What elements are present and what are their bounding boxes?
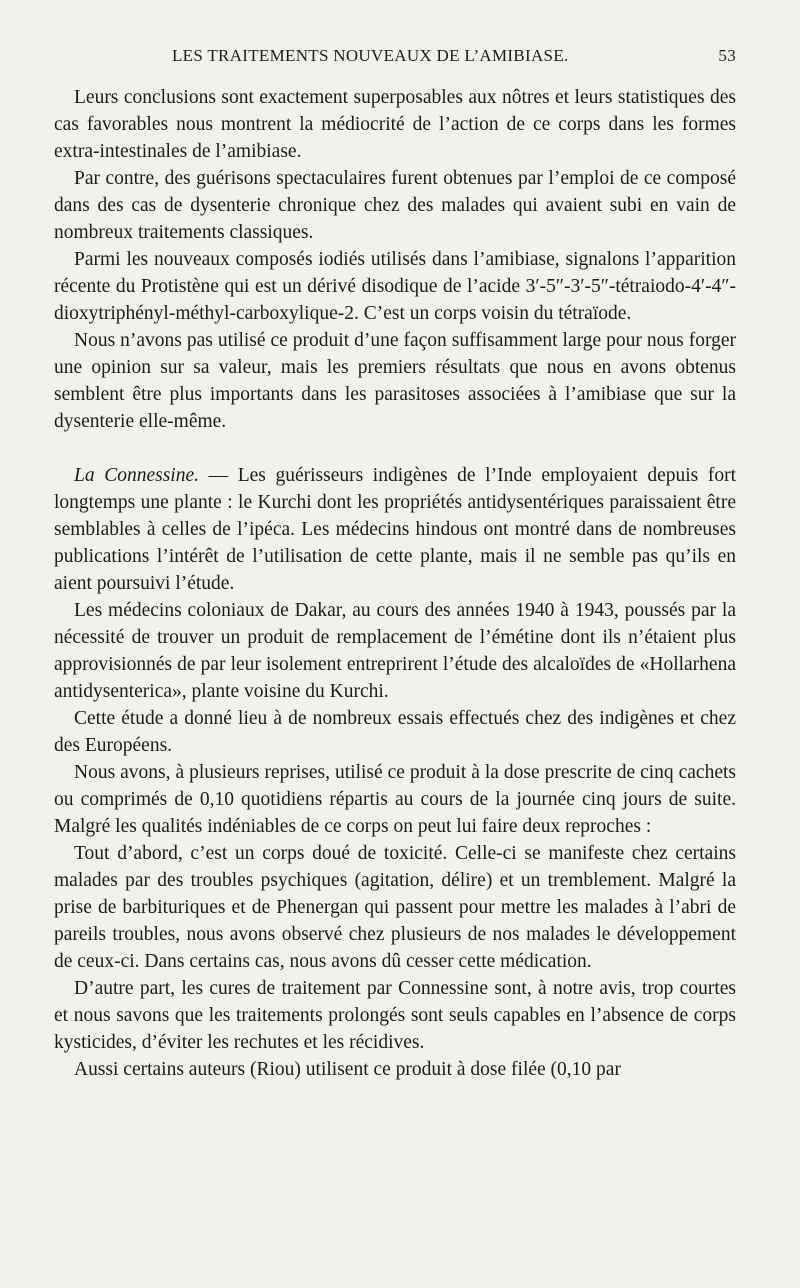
paragraph: D’autre part, les cures de traitement par Connessine sont, à notre avis, trop courtes et nous savons que les traitements prolongés sont seuls capables en l’absence de corps kysticides, d’éviter les rechutes et les récidives. xyxy=(54,978,736,1053)
running-title: LES TRAITEMENTS NOUVEAUX DE L’AMIBIASE. xyxy=(172,46,569,65)
paragraph: Cette étude a donné lieu à de nombreux essais effectués chez des indigènes et chez des Européens. xyxy=(54,708,736,756)
paragraph: Tout d’abord, c’est un corps doué de toxicité. Celle-ci se manifeste chez certains malades par des troubles psychiques (agitation, délire) et un tremblement. Malgré la prise de barbituriques et de Phenergan qui passent pour mettre les malades à l’abri de pareils troubles, nous avons observé chez plusieurs de nos malades le développement de ceux-ci. Dans certains cas, nous avons dû cesser cette médication. xyxy=(54,843,736,972)
paragraph: Parmi les nouveaux composés iodiés utilisés dans l’amibiase, signalons l’apparition récente du Protistène qui est un dérivé disodique de l’acide 3′-5″-3′-5″-tétraiodo-4′-4″-dioxytriphényl-méthyl-carboxylique-2. C’est un corps voisin du tétraïode. xyxy=(54,249,736,324)
connessine-paragraph xyxy=(54,462,736,597)
running-header xyxy=(172,46,736,66)
paragraph: Par contre, des guérisons spectaculaires furent obtenues par l’emploi de ce composé dans des cas de dysenterie chronique chez des malades qui avaient subi en vain de nombreux traitements classiques. xyxy=(54,168,736,243)
section-title: La Connessine. xyxy=(74,465,199,486)
paragraph: Aussi certains auteurs (Riou) utilisent ce produit à dose filée (0,10 par xyxy=(74,1059,621,1080)
paragraph: Nous avons, à plusieurs reprises, utilisé ce produit à la dose prescrite de cinq cachets ou comprimés de 0,10 quotidiens répartis au cours de la journée cinq jours de suite. Malgré les qualités indéniables de ce corps on peut lui faire deux reproches : xyxy=(54,762,736,837)
paragraph: Nous n’avons pas utilisé ce produit d’une façon suffisamment large pour nous forger une opinion sur sa valeur, mais les premiers résultats que nous en avons obtenus semblent être plus importants dans les parasitoses associées à l’amibiase que sur la dysenterie elle-même. xyxy=(54,330,736,432)
paragraph: Les médecins coloniaux de Dakar, au cours des années 1940 à 1943, poussés par la nécessité de trouver un produit de remplacement de l’émétine dont ils n’étaient plus approvisionnés de par leur isolement entreprirent l’étude des alcaloïdes de «Hollarhena antidysenterica», plante voisine du Kurchi. xyxy=(54,600,736,702)
section-text: — Les guérisseurs indigènes de l’Inde employaient depuis fort longtemps une plante : le Kurchi dont les propriétés antidysentériques paraissaient être semblables à celles de l’ipéca. Les médecins hindous ont montré dans de nombreuses publications l’intérêt de l’utilisation de cette plante, mais il ne semble pas qu’ils en aient poursuivi l’étude. xyxy=(54,465,736,594)
page-number: 53 xyxy=(718,46,736,65)
paragraph: Leurs conclusions sont exactement superposables aux nôtres et leurs statistiques des cas favorables nous montrent la médiocrité de l’action de ce corps dans les formes extra-intestinales de l’amibiase. xyxy=(54,87,736,162)
